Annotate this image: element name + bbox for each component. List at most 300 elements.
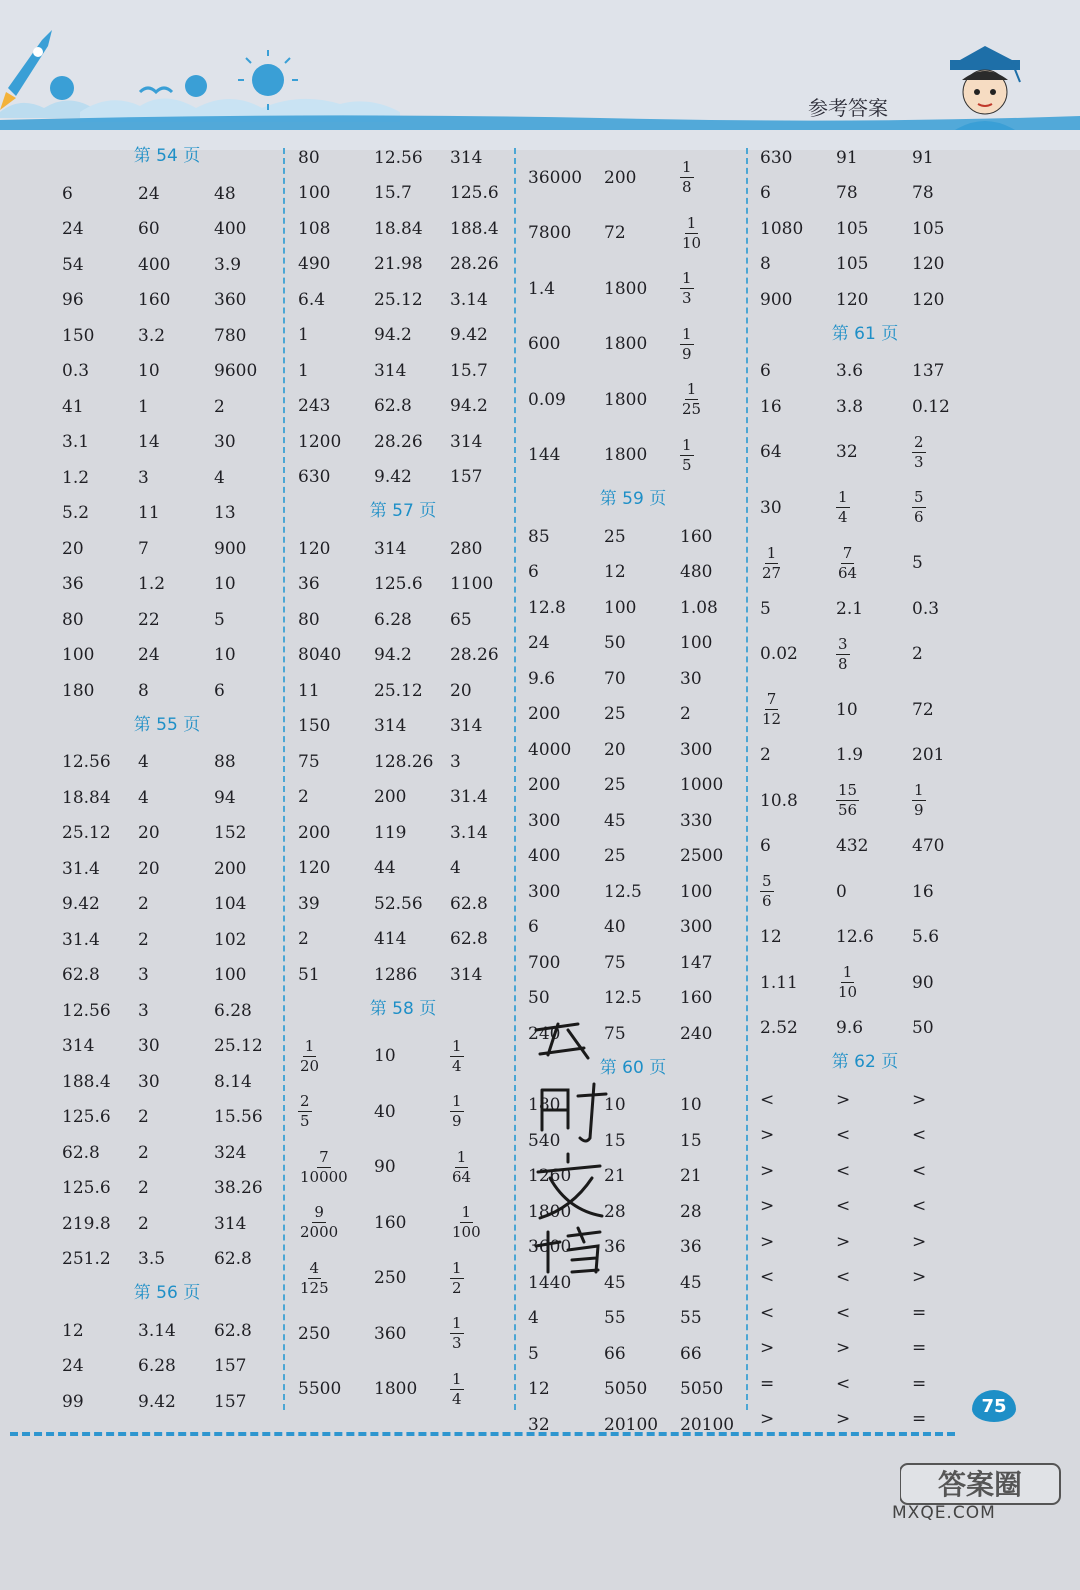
answer-cell: 0.3 <box>62 361 90 382</box>
answer-cell: 12.8 <box>528 597 566 618</box>
answer-cell: 41 <box>62 396 84 417</box>
fraction-numerator: 1 <box>914 781 924 800</box>
fraction-denominator: 6 <box>914 508 924 527</box>
answer-cell: 36 <box>680 1237 702 1258</box>
answer-cell <box>450 1253 464 1305</box>
answer-cell: 3.1 <box>62 432 90 453</box>
answer-cell: 5050 <box>604 1379 648 1400</box>
answer-cell <box>912 775 926 827</box>
answer-cell: 6.28 <box>374 609 412 630</box>
answer-cell <box>836 775 859 827</box>
answer-row <box>760 538 970 590</box>
fraction <box>450 1258 464 1297</box>
answer-cell: < <box>836 1267 851 1288</box>
answer-cell: 119 <box>374 822 407 843</box>
answer-cell: 94.2 <box>374 325 412 346</box>
fraction <box>836 490 850 525</box>
answer-cell: 2 <box>138 1142 149 1163</box>
answer-cell: 94.2 <box>450 396 488 417</box>
answer-cell: 20 <box>62 538 84 559</box>
answer-cell: 432 <box>836 836 869 857</box>
planet-icon <box>50 76 74 100</box>
fraction-denominator: 4 <box>452 1056 462 1075</box>
answer-cell: 2 <box>680 704 691 725</box>
answer-cell: 25 <box>604 775 626 796</box>
answer-cell: 157 <box>214 1391 247 1412</box>
fraction-numerator: 1 <box>682 158 692 177</box>
planet-icon <box>185 75 207 97</box>
answer-cell: 64 <box>760 442 782 463</box>
answer-cell: 147 <box>680 952 713 973</box>
answer-cell: 160 <box>680 988 713 1009</box>
answer-row <box>760 1191 970 1223</box>
fraction-numerator: 1 <box>304 1036 315 1055</box>
page-section-heading: 第 61 页 <box>831 323 899 344</box>
answer-row <box>528 947 738 979</box>
answer-cell: 300 <box>528 881 561 902</box>
answer-cell: 5 <box>528 1343 539 1364</box>
answer-cell: 400 <box>528 846 561 867</box>
answer-cell <box>450 1031 464 1083</box>
fraction <box>836 634 850 673</box>
fraction-denominator: 8 <box>682 178 692 197</box>
answer-cell: 15 <box>604 1130 626 1151</box>
answer-cell: 414 <box>374 929 407 950</box>
fraction-numerator: 1 <box>682 435 692 454</box>
answer-cell: 490 <box>298 254 331 275</box>
answer-cell: 11 <box>298 680 320 701</box>
answer-cell: 24 <box>138 183 160 204</box>
answer-cell: < <box>912 1160 927 1181</box>
answer-cell: > <box>912 1267 927 1288</box>
fraction <box>912 432 926 471</box>
answer-cell: 36 <box>62 574 84 595</box>
answer-cell <box>836 629 850 681</box>
answer-row <box>528 699 738 731</box>
answer-cell: 630 <box>298 467 331 488</box>
answer-cell <box>912 427 926 479</box>
answer-cell: 50 <box>912 1018 934 1039</box>
fraction <box>450 1369 464 1408</box>
answer-cell: 200 <box>298 822 331 843</box>
page-section-heading: 第 54 页 <box>133 146 201 166</box>
answer-cell: 12.5 <box>604 988 642 1009</box>
answer-cell: 45 <box>604 1272 626 1293</box>
answer-row <box>760 1084 970 1116</box>
answer-cell: 30 <box>138 1071 160 1092</box>
fraction <box>298 1258 331 1297</box>
answer-cell: 20100 <box>680 1414 735 1435</box>
fraction-denominator: 9 <box>452 1112 462 1131</box>
answer-cell: 2 <box>298 929 309 950</box>
answer-row <box>298 391 508 423</box>
fraction <box>450 1036 464 1075</box>
answer-cell: 219.8 <box>62 1213 111 1234</box>
answer-cell: 25 <box>604 526 626 547</box>
answer-cell: = <box>760 1373 775 1394</box>
answer-row <box>62 1102 272 1134</box>
answer-cell: 9.42 <box>138 1391 176 1412</box>
answer-cell: 20 <box>604 739 626 760</box>
answer-row <box>298 782 508 814</box>
answer-cell: 50 <box>528 988 550 1009</box>
answer-row <box>528 1338 738 1370</box>
answer-cell: 94 <box>214 787 236 808</box>
answer-row <box>298 1086 508 1138</box>
answer-cell: 630 <box>760 147 793 168</box>
answer-row <box>528 663 738 695</box>
answer-row <box>62 178 272 210</box>
answer-row <box>298 1031 508 1083</box>
answer-row <box>298 1197 508 1249</box>
answer-cell: 3.2 <box>138 325 166 346</box>
answer-cell: 1100 <box>450 574 494 595</box>
answer-row <box>62 356 272 388</box>
answer-cell: 1200 <box>298 431 342 452</box>
answer-row <box>760 249 970 281</box>
fraction <box>298 1205 340 1240</box>
answer-cell: 780 <box>214 325 247 346</box>
answer-cell: 62.8 <box>214 1320 252 1341</box>
answer-cell: 243 <box>298 396 331 417</box>
answer-cell: 10 <box>214 574 236 595</box>
answer-cell: 65 <box>450 609 472 630</box>
page-number-badge: 75 <box>972 1390 1016 1422</box>
answer-cell: 5500 <box>298 1379 342 1400</box>
answer-cell: 314 <box>450 964 483 985</box>
fraction-numerator: 1 <box>838 488 848 507</box>
answer-cell: 900 <box>760 289 793 310</box>
answer-row <box>760 427 970 479</box>
fraction <box>760 543 783 582</box>
fraction <box>836 543 859 582</box>
answer-row <box>760 684 970 736</box>
answer-row <box>62 924 272 956</box>
answer-row <box>298 355 508 387</box>
answer-cell: 28 <box>604 1201 626 1222</box>
answer-cell: 314 <box>374 360 407 381</box>
fraction-denominator: 5 <box>300 1112 310 1131</box>
answer-cell: 15.7 <box>450 360 488 381</box>
fraction-numerator: 1 <box>682 269 692 288</box>
answer-row <box>62 320 272 352</box>
fraction-numerator: 1 <box>686 213 697 232</box>
answer-cell: 45 <box>680 1272 702 1293</box>
answer-cell: 3.14 <box>138 1320 176 1341</box>
answer-cell: 10 <box>374 1046 396 1067</box>
answer-cell: 90 <box>374 1157 396 1178</box>
answer-cell: 25.12 <box>214 1036 263 1057</box>
answer-cell: 108 <box>298 218 331 239</box>
answer-row <box>62 1173 272 1205</box>
answer-row <box>298 213 508 245</box>
answer-cell: 120 <box>298 858 331 879</box>
fraction-denominator: 3 <box>682 289 692 308</box>
answer-row <box>298 1308 508 1360</box>
answer-row <box>298 888 508 920</box>
answer-cell: 2 <box>298 787 309 808</box>
fraction-denominator: 125 <box>300 1278 329 1297</box>
answer-cell <box>836 957 859 1009</box>
fraction-numerator: 1 <box>682 324 692 343</box>
fraction-numerator: 1 <box>456 1147 467 1166</box>
answer-row <box>62 604 272 636</box>
answer-cell: 1.08 <box>680 597 718 618</box>
answer-cell: 15.7 <box>374 183 412 204</box>
answer-cell: 6 <box>214 680 225 701</box>
answer-cell: 324 <box>214 1142 247 1163</box>
fraction <box>680 213 703 252</box>
answer-cell: 5 <box>760 598 771 619</box>
answer-cell: 75 <box>298 751 320 772</box>
answer-cell: 18.84 <box>62 787 111 808</box>
answer-cell: < <box>760 1302 775 1323</box>
answer-cell: 25 <box>604 846 626 867</box>
answer-cell: 1800 <box>604 389 648 410</box>
answer-cell: < <box>836 1160 851 1181</box>
answer-cell: 88 <box>214 752 236 773</box>
answer-cell: 96 <box>62 290 84 311</box>
answer-cell: 66 <box>680 1343 702 1364</box>
fraction-numerator: 1 <box>452 1258 462 1277</box>
page-section-heading: 第 57 页 <box>369 501 437 521</box>
answer-column-1 <box>62 140 272 1430</box>
fraction-numerator: 1 <box>452 1369 462 1388</box>
answer-cell: 2 <box>214 396 225 417</box>
answer-cell: 12 <box>604 562 626 583</box>
answer-cell: 1.4 <box>528 278 556 299</box>
answer-cell: 105 <box>836 218 869 239</box>
answer-cell: 470 <box>912 836 945 857</box>
fraction <box>836 783 859 818</box>
answer-cell: 100 <box>298 183 331 204</box>
answer-cell: 1080 <box>760 218 804 239</box>
fraction <box>680 160 694 195</box>
page-header <box>0 0 1080 150</box>
answer-cell: 160 <box>680 526 713 547</box>
answer-cell: 75 <box>604 952 626 973</box>
answer-cell: 30 <box>680 668 702 689</box>
answer-cell: 6.4 <box>298 289 326 310</box>
answer-cell: 250 <box>298 1323 331 1344</box>
answer-cell: 44 <box>374 858 396 879</box>
answer-cell: 360 <box>214 290 247 311</box>
answer-cell: 188.4 <box>62 1071 111 1092</box>
answer-cell: 200 <box>374 787 407 808</box>
answer-cell: 25.12 <box>62 823 111 844</box>
answer-cell: < <box>836 1302 851 1323</box>
answer-cell: 9.42 <box>374 467 412 488</box>
answer-row <box>760 629 970 681</box>
answer-cell: 5.2 <box>62 503 90 524</box>
answer-cell: 3.14 <box>450 289 488 310</box>
answer-row <box>760 1297 970 1329</box>
answer-cell: 70 <box>604 668 626 689</box>
answer-row <box>760 482 970 534</box>
answer-cell: 31.4 <box>62 929 100 950</box>
answer-cell: 10.8 <box>760 790 798 811</box>
answer-cell: 600 <box>528 334 561 355</box>
answer-cell: 12 <box>528 1379 550 1400</box>
answer-cell: 188.4 <box>450 218 499 239</box>
answer-cell: 21 <box>680 1166 702 1187</box>
answer-cell: 80 <box>298 147 320 168</box>
fraction <box>680 271 694 306</box>
fraction-denominator: 4 <box>452 1389 462 1408</box>
answer-row <box>528 374 738 426</box>
answer-cell: 120 <box>298 538 331 559</box>
answer-row <box>298 640 508 672</box>
answer-cell: 12.6 <box>836 927 874 948</box>
answer-cell: 200 <box>604 167 637 188</box>
fraction-denominator: 64 <box>452 1167 472 1186</box>
answer-cell: > <box>760 1338 775 1359</box>
answer-cell: 280 <box>450 538 483 559</box>
answer-cell: 3.9 <box>214 254 242 275</box>
answer-cell: 80 <box>298 609 320 630</box>
answer-row <box>760 1262 970 1294</box>
answer-cell: 85 <box>528 526 550 547</box>
answer-row <box>298 426 508 458</box>
answer-cell <box>680 319 694 371</box>
answer-cell: 480 <box>680 562 713 583</box>
answer-cell: 21.98 <box>374 254 423 275</box>
answer-cell: 105 <box>836 254 869 275</box>
answer-cell: 160 <box>138 290 171 311</box>
answer-cell: = <box>912 1373 927 1394</box>
answer-row <box>298 142 508 174</box>
answer-row <box>62 782 272 814</box>
answer-row <box>62 960 272 992</box>
answer-cell: 94.2 <box>374 645 412 666</box>
answer-cell: 72 <box>604 223 626 244</box>
answer-cell: 2 <box>138 1213 149 1234</box>
answer-cell: 150 <box>298 716 331 737</box>
answer-cell: 120 <box>912 254 945 275</box>
fraction-numerator: 1 <box>686 380 697 399</box>
fraction-numerator: 2 <box>914 432 924 451</box>
footer-dashed-line <box>10 1432 955 1436</box>
fraction <box>298 1147 350 1186</box>
answer-cell: 314 <box>450 147 483 168</box>
fraction <box>298 1094 312 1129</box>
answer-cell: 20100 <box>604 1414 659 1435</box>
answer-row <box>760 957 970 1009</box>
answer-cell: 10 <box>214 645 236 666</box>
answer-cell: 200 <box>528 704 561 725</box>
answer-cell: 15.56 <box>214 1107 263 1128</box>
answer-row <box>528 263 738 315</box>
answer-cell <box>760 866 774 918</box>
fraction-denominator: 3 <box>914 452 924 471</box>
answer-cell: 6.28 <box>214 1000 252 1021</box>
answer-cell: 314 <box>374 538 407 559</box>
answer-row <box>528 1374 738 1406</box>
answer-cell: 28.26 <box>450 254 499 275</box>
answer-row <box>528 152 738 204</box>
answer-cell: 91 <box>836 147 858 168</box>
answer-cell: 15 <box>680 1130 702 1151</box>
answer-row <box>298 604 508 636</box>
answer-cell <box>912 482 926 534</box>
answer-cell: = <box>912 1338 927 1359</box>
answer-cell <box>680 152 694 204</box>
answer-cell: 314 <box>450 431 483 452</box>
answer-cell: < <box>836 1125 851 1146</box>
fraction-numerator: 1 <box>452 1092 462 1111</box>
fraction-denominator: 56 <box>838 801 858 820</box>
answer-cell: > <box>912 1089 927 1110</box>
answer-cell: 1800 <box>528 1201 572 1222</box>
answer-cell: 80 <box>62 609 84 630</box>
fraction-denominator: 6 <box>762 892 772 911</box>
page-section-heading: 第 60 页 <box>599 1057 667 1078</box>
answer-cell: 100 <box>214 965 247 986</box>
answer-cell: 10 <box>836 699 858 720</box>
answer-cell <box>450 1308 464 1360</box>
answer-cell: > <box>760 1196 775 1217</box>
answer-cell: 6.28 <box>138 1356 176 1377</box>
answer-cell: 45 <box>604 810 626 831</box>
answer-cell: 7 <box>138 538 149 559</box>
answer-cell: 2 <box>138 894 149 915</box>
answer-row <box>760 866 970 918</box>
answer-row <box>528 628 738 660</box>
fraction-numerator: 1 <box>452 1036 462 1055</box>
answer-cell: 150 <box>62 325 95 346</box>
answer-cell: 1.2 <box>62 467 90 488</box>
fraction <box>760 692 783 727</box>
answer-cell: 1.2 <box>138 574 166 595</box>
answer-cell: 90 <box>912 972 934 993</box>
fraction-denominator: 4 <box>838 508 848 527</box>
fraction-numerator: 2 <box>300 1092 310 1111</box>
answer-row <box>62 427 272 459</box>
answer-cell: 360 <box>374 1323 407 1344</box>
answer-row <box>528 734 738 766</box>
page-section-heading: 第 55 页 <box>133 714 201 735</box>
answer-cell <box>760 684 783 736</box>
answer-cell: 137 <box>912 361 945 382</box>
answer-cell: 2500 <box>680 846 724 867</box>
answer-cell: 20 <box>138 858 160 879</box>
answer-cell: 240 <box>528 1023 561 1044</box>
fraction <box>298 1036 321 1075</box>
answer-cell: 4 <box>528 1308 539 1329</box>
fraction <box>912 490 926 525</box>
answer-row <box>760 142 970 174</box>
answer-cell: 180 <box>62 680 95 701</box>
answer-cell: 100 <box>680 881 713 902</box>
answer-cell: > <box>912 1231 927 1252</box>
answer-cell: 18.84 <box>374 218 423 239</box>
fraction-denominator: 25 <box>682 400 702 419</box>
column-divider <box>514 148 516 1410</box>
answer-cell: 25.12 <box>374 289 423 310</box>
answer-cell: 24 <box>62 1356 84 1377</box>
answer-cell: 100 <box>680 633 713 654</box>
answer-row <box>62 889 272 921</box>
answer-cell: 20 <box>138 823 160 844</box>
answer-cell: 120 <box>836 289 869 310</box>
answer-cell: 12.56 <box>374 147 423 168</box>
answer-cell: 30 <box>760 497 782 518</box>
answer-cell: 3600 <box>528 1237 572 1258</box>
answer-row <box>298 1364 508 1416</box>
answer-row <box>62 1244 272 1276</box>
answer-cell: > <box>836 1231 851 1252</box>
answer-row <box>298 711 508 743</box>
